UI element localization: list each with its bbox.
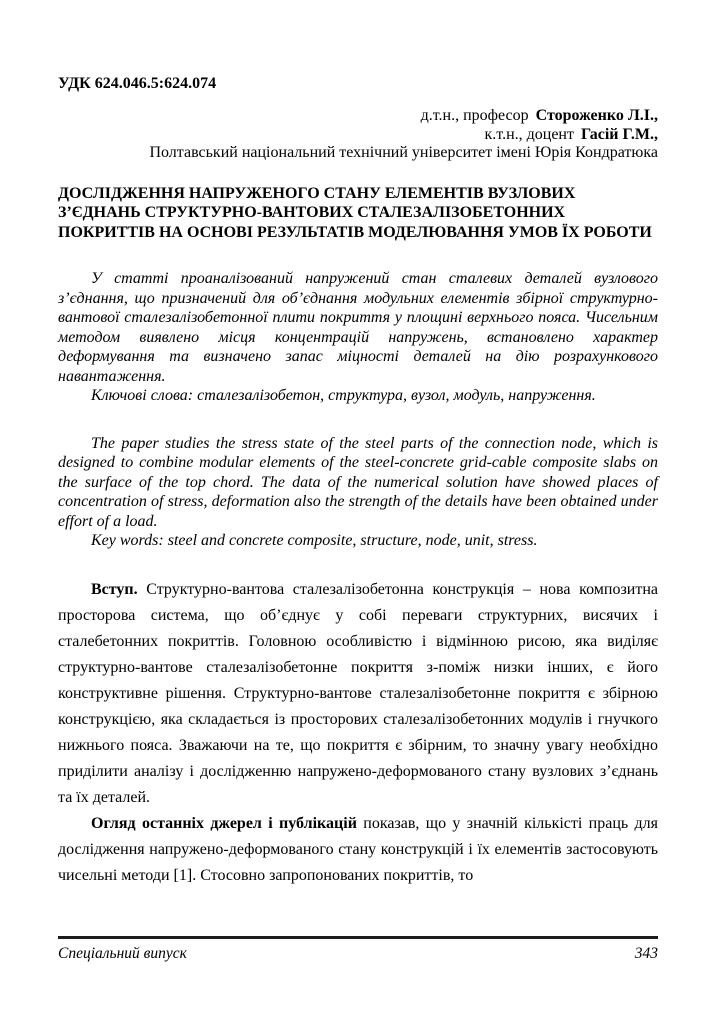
paragraph-text: показав, що у значній кількісті праць для дослідження напружено-деформованого стану конструкцій і їх елементів застосовують чисельні методи [1]. Стосовно запропонованих покриттів, то xyxy=(58,814,659,884)
paragraph-introduction xyxy=(58,577,658,811)
page-footer xyxy=(58,936,658,963)
abstract-en-text: The paper studies the stress state of the steel parts of the connection node, which is designed to combine modular elements of the steel-concrete grid-cable composite slabs on the surface of the top chord. The data of the numerical solution have showed places of concentration of stress, deformation also the strength of the details have been obtained under effort of a load. xyxy=(58,434,658,530)
footer-divider xyxy=(58,936,658,939)
abstract-uk-text: У статті проаналізований напружений стан сталевих деталей вузлового з’єднання, що призначений для об’єднання модульних елементів збірної структурно-вантової сталезалізобетонної плити покриття у площині верхнього пояса. Чисельним методом виявлено місця концентрацій напружень, встановлено характер деформування та визначено запас міцності деталей на дію розрахункового навантаження. xyxy=(58,270,658,385)
abstract-en-keywords: Key words: steel and concrete composite, structure, node, unit, stress. xyxy=(91,532,538,549)
abstract-ukrainian xyxy=(58,269,658,406)
authors-block xyxy=(58,107,658,163)
abstract-uk-keywords: Ключові слова: сталезалізобетон, структура, вузол, модуль, напруження. xyxy=(91,387,596,404)
author-name: Стороженко Л.І., xyxy=(535,107,658,124)
paragraph-literature-review xyxy=(58,811,658,889)
article-title: ДОСЛІДЖЕННЯ НАПРУЖЕНОГО СТАНУ ЕЛЕМЕНТІВ ВУЗЛОВИХ З’ЄДНАНЬ СТРУКТУРНО-ВАНТОВИХ СТАЛЕЗАЛІЗОБЕТОННИХ ПОКРИТТІВ НА ОСНОВІ РЕЗУЛЬТАТІВ МОДЕЛЮВАННЯ УМОВ ЇХ РОБОТИ xyxy=(58,184,652,241)
udc-code: УДК 624.046.5:624.074 xyxy=(58,75,217,92)
author-name: Гасій Г.М., xyxy=(580,125,658,143)
paragraph-text: Структурно-вантова сталезалізобетонна конструкція – нова композитна просторова система, що об’єднує у собі переваги структурних, висячих і сталебетонних покриттів. Головною особливістю і відмінною рисою, яка виділяє структурно-вантове сталезалізобетонне покриття з-поміж низки інших, є його конструктивне рішення. Структурно-вантове сталезалізобетонне покриття є збірною конструкцією, яка складається із просторових сталезалізобетонних модулів і гнучкого нижнього пояса. Зважаючи на те, що покриття є збірним, то значну увагу необхідно приділити аналізу і дослідженню напружено-деформованого стану вузлових з’єднань та їх деталей. xyxy=(58,580,658,806)
journal-issue-label: Спеціальний випуск xyxy=(58,945,187,962)
paragraph-lead: Огляд останніх джерел і публікацій xyxy=(91,814,357,832)
author-line-1 xyxy=(58,107,658,126)
abstract-english xyxy=(58,434,658,551)
author-line-2 xyxy=(58,126,658,145)
affiliation: Полтавський національний технічний університет імені Юрія Кондратюка xyxy=(149,144,658,161)
paragraph-lead: Вступ. xyxy=(91,580,138,598)
author-degree: к.т.н., доцент xyxy=(484,125,574,143)
page-number: 343 xyxy=(634,945,658,962)
article-body xyxy=(58,577,658,889)
author-degree: д.т.н., професор xyxy=(420,107,529,124)
